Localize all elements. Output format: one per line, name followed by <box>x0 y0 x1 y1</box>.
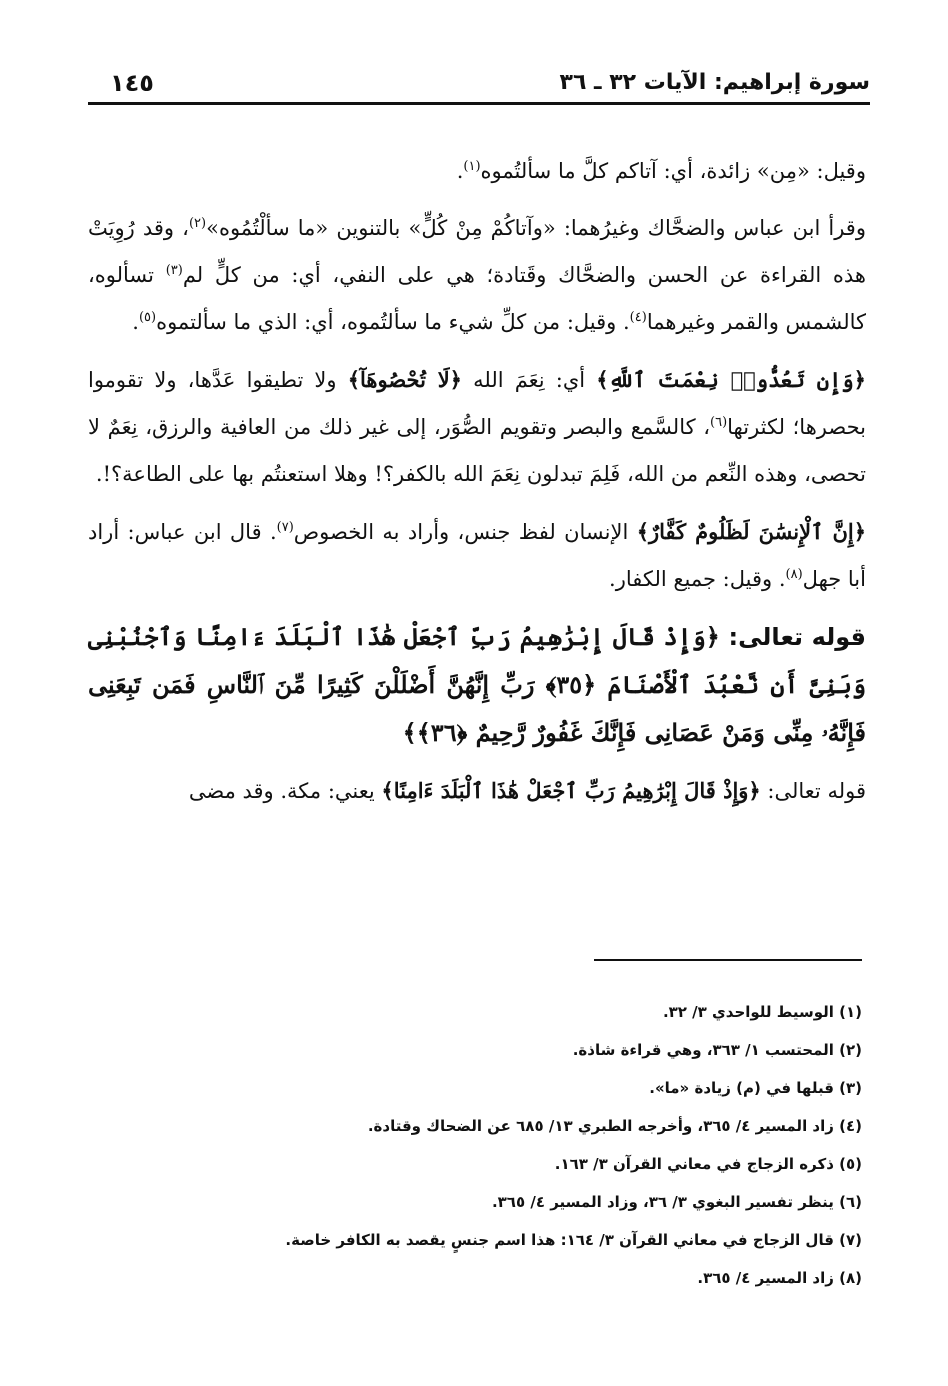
footnote-ref[interactable]: (٨) <box>785 567 803 582</box>
text-run: . قال ابن عباس: أراد أبا جهل <box>88 520 866 591</box>
text-run: ، كالسَّمع والبصر وتقويم الصُّوَر، إلى غير ذلك من العافية والرزق، نِعَمٌ لا تحصى، وهذه النِّعم من الله، فَلِمَ تبدلون نِعَمَ الله بالكفر؟! وهلا استعنتُم بها على الطاعة؟!. <box>88 415 866 486</box>
paragraph-2 <box>88 205 866 346</box>
footnote: (٢) المحتسب ١/ ٣٦٣، وهي قراءة شاذة. <box>572 1041 862 1059</box>
text-run: قوله تعالى: <box>760 779 866 803</box>
quran-verse: ﴿لَا تُحْصُوهَآ﴾ <box>347 367 462 392</box>
text-run: تسألوه، كالشمس والقمر وغيرهما <box>88 263 866 334</box>
footnote: (٦) ينظر تفسير البغوي ٣/ ٣٦، وزاد المسير ٤/ ٣٦٥. <box>491 1193 862 1211</box>
paragraph-4 <box>88 508 866 603</box>
footnote-ref[interactable]: (٦) <box>710 415 728 430</box>
text-run: . وقيل: جميع الكفار. <box>609 567 786 591</box>
quran-verse: ﴿وَإِذْ قَالَ إِبْرَٰهِيمُ رَبِّ ٱجْعَلْ هَٰذَا ٱلْبَلَدَ ءَامِنًا﴾ <box>381 778 761 803</box>
text-run: وقيل: «مِن» زائدة، أي: آتاكم كلَّ ما سألتُموه <box>480 159 866 183</box>
text-run: الإنسان لفظ جنس، وأراد به الخصوص <box>293 520 637 544</box>
footnote: (١) الوسيط للواحدي ٣/ ٣٢. <box>662 1003 862 1021</box>
quran-verse: ﴿وَإِذْ قَالَ إِبْرَٰهِيمُ رَبِّ ٱجْعَلْ هَٰذَا ٱلْبَلَدَ ءَامِنًا وَٱجْنُبْنِى وَبَنِىَّ أَن نَّعْبُدَ ٱلْأَصْنَامَ ﴿٣٥﴾ رَبِّ إِنَّهُنَّ أَضْلَلْنَ كَثِيرًا مِّنَ ٱلنَّاسِ فَمَن تَبِعَنِى فَإِنَّهُۥ مِنِّى وَمَنْ عَصَانِى فَإِنَّكَ غَفُورٌ رَّحِيمٌ ﴿٣٦﴾﴾ <box>88 622 866 747</box>
footnote-divider <box>594 959 862 961</box>
text-run: أي: نِعَمَ الله <box>461 368 597 392</box>
footnote-ref[interactable]: (٣) <box>165 263 183 278</box>
verse-heading-lead: قوله تعالى: <box>719 623 867 651</box>
text-run: ، وقد رُوِيَتْ هذه القراءة عن الحسن والضحَّاك وقَتادة؛ هي على النفي، أي: من كلٍّ لم <box>88 216 866 287</box>
footnote: (٨) زاد المسير ٤/ ٣٦٥. <box>697 1269 862 1287</box>
verse-heading <box>88 613 866 757</box>
main-text <box>88 148 866 825</box>
text-run: ولا تطيقوا عَدَّها، ولا تقوموا بحصرها؛ لكثرتها <box>88 368 866 439</box>
text-run: . <box>456 159 464 183</box>
text-run: . <box>132 310 139 334</box>
text-run: . وقيل: من كلِّ شيء ما سألتُموه، أي: الذي ما سألتموه <box>156 310 630 334</box>
footnote-ref[interactable]: (٥) <box>138 310 157 325</box>
footnote: (٤) زاد المسير ٤/ ٣٦٥، وأخرجه الطبري ١٣/ ٦٨٥ عن الضحاك وقتادة. <box>367 1117 862 1135</box>
text-run: وقرأ ابن عباس والضحَّاك وغيرُهما: «وآتاكُمْ مِنْ كُلٍّ» بالتنوين «ما سألْتُمُوه» <box>206 216 866 240</box>
quran-verse: ﴿إِنَّ ٱلْإِنسَٰنَ لَظَلُومٌ كَفَّارٌ﴾ <box>636 519 867 544</box>
footnote: (٥) ذكره الزجاج في معاني القرآن ٣/ ١٦٣. <box>554 1155 862 1173</box>
footnotes <box>88 993 862 1297</box>
page-header <box>88 66 870 105</box>
footnote-ref[interactable]: (١) <box>463 159 481 174</box>
footnote: (٧) قال الزجاج في معاني القرآن ٣/ ١٦٤: هذا اسم جنسٍ يقصد به الكافر خاصة. <box>285 1231 862 1249</box>
running-title: سورة إبراهيم: الآيات ٣٢ ـ ٣٦ <box>559 70 870 95</box>
footnote: (٣) قبلها في (م) زيادة «ما». <box>649 1079 862 1097</box>
page-number: ١٤٥ <box>110 69 154 97</box>
paragraph-6 <box>88 767 866 815</box>
paragraph-3 <box>88 356 866 498</box>
text-run: يعني: مكة. وقد مضى <box>188 779 382 803</box>
quran-verse: ﴿وَإِن تَعُدُّوا۟ نِعْمَتَ ٱللَّهِ﴾ <box>596 367 866 392</box>
footnote-ref[interactable]: (٤) <box>629 310 647 325</box>
paragraph-1 <box>88 148 866 195</box>
footnote-ref[interactable]: (٢) <box>188 216 207 231</box>
footnote-ref[interactable]: (٧) <box>276 520 294 535</box>
